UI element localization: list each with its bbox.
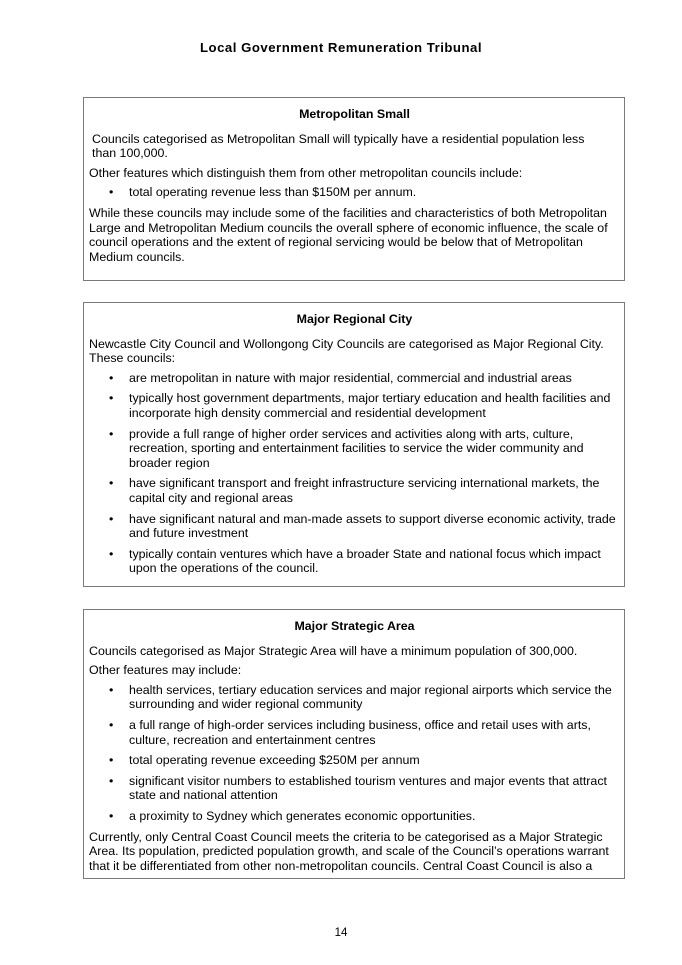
page-number: 14 [334,927,348,939]
bullet-icon: • [109,511,114,526]
bullet-icon: • [109,717,114,732]
major-regional-city-section [83,302,625,587]
major-strategic-area-section [83,609,625,879]
bullet-icon: • [109,682,114,697]
bullet-icon: • [109,808,114,823]
section-title: Major Strategic Area [294,619,415,633]
bullet-list [89,371,620,576]
section-paragraph: Councils categorised as Metropolitan Small will typically have a residential population less than 100,000. [92,131,585,161]
bullet-icon: • [109,546,114,561]
bullet-icon: • [109,185,114,200]
list-item: • health services, tertiary education services and major regional airports which service the surrounding and wider regional community [109,682,612,712]
metropolitan-small-section [83,97,625,281]
list-item: • have significant transport and freight infrastructure servicing international markets, the capital city and regional areas [109,476,600,505]
bullet-icon: • [109,753,114,768]
list-item: • a proximity to Sydney which generates economic opportunities. [109,808,476,823]
bullet-icon: • [109,773,114,788]
section-paragraph: Other features may include: [89,663,242,678]
list-item: • total operating revenue less than $150M per annum. [109,185,417,200]
bullet-icon: • [109,370,114,385]
list-item: • typically host government departments, major tertiary education and health facilities and incorporate high density commercial and residential development [109,391,611,420]
section-paragraph: While these councils may include some of the facilities and characteristics of both Metropolitan Large and Metropolitan Medium councils the overall sphere of economic influence, the scale of council operations and the extent of regional servicing would be below that of Metropolitan Medium councils. [89,205,608,264]
section-paragraph: Councils categorised as Major Strategic Area will have a minimum population of 300,000. [89,643,578,658]
section-paragraph: Currently, only Central Coast Council meets the criteria to be categorised as a Major Strategic Area. Its population, predicted population growth, and scale of the Council’s operations warrant that it be differentiated from other non-metropolitan councils. Central Coast Council is also a [89,829,609,873]
list-item: • have significant natural and man-made assets to support diverse economic activity, trade and future investment [109,511,616,541]
list-item: • typically contain ventures which have a broader State and national focus which impact upon the operations of the council. [109,546,601,576]
bullet-icon: • [109,391,114,406]
document-header: Local Government Remuneration Tribunal [199,40,483,55]
bullet-list [89,185,620,200]
list-item: • provide a full range of higher order services and activities along with arts, culture, recreation, sporting and entertainment facilities to service the wider community and broader region [109,426,584,470]
list-item: • are metropolitan in nature with major residential, commercial and industrial areas [109,370,572,385]
list-item: • total operating revenue exceeding $250M per annum [109,753,420,768]
section-title: Major Regional City [296,312,413,326]
section-paragraph: Other features which distinguish them from other metropolitan councils include: [89,165,523,180]
section-title: Metropolitan Small [299,107,410,121]
section-paragraph: Newcastle City Council and Wollongong City Councils are categorised as Major Regional City. These councils: [89,336,604,366]
bullet-icon: • [109,426,114,441]
list-item: • a full range of high-order services including business, office and retail uses with arts, culture, recreation and entertainment centres [109,717,591,747]
bullet-icon: • [109,476,114,491]
list-item: • significant visitor numbers to established tourism ventures and major events that attract state and national attention [109,773,607,803]
bullet-list [89,683,620,824]
